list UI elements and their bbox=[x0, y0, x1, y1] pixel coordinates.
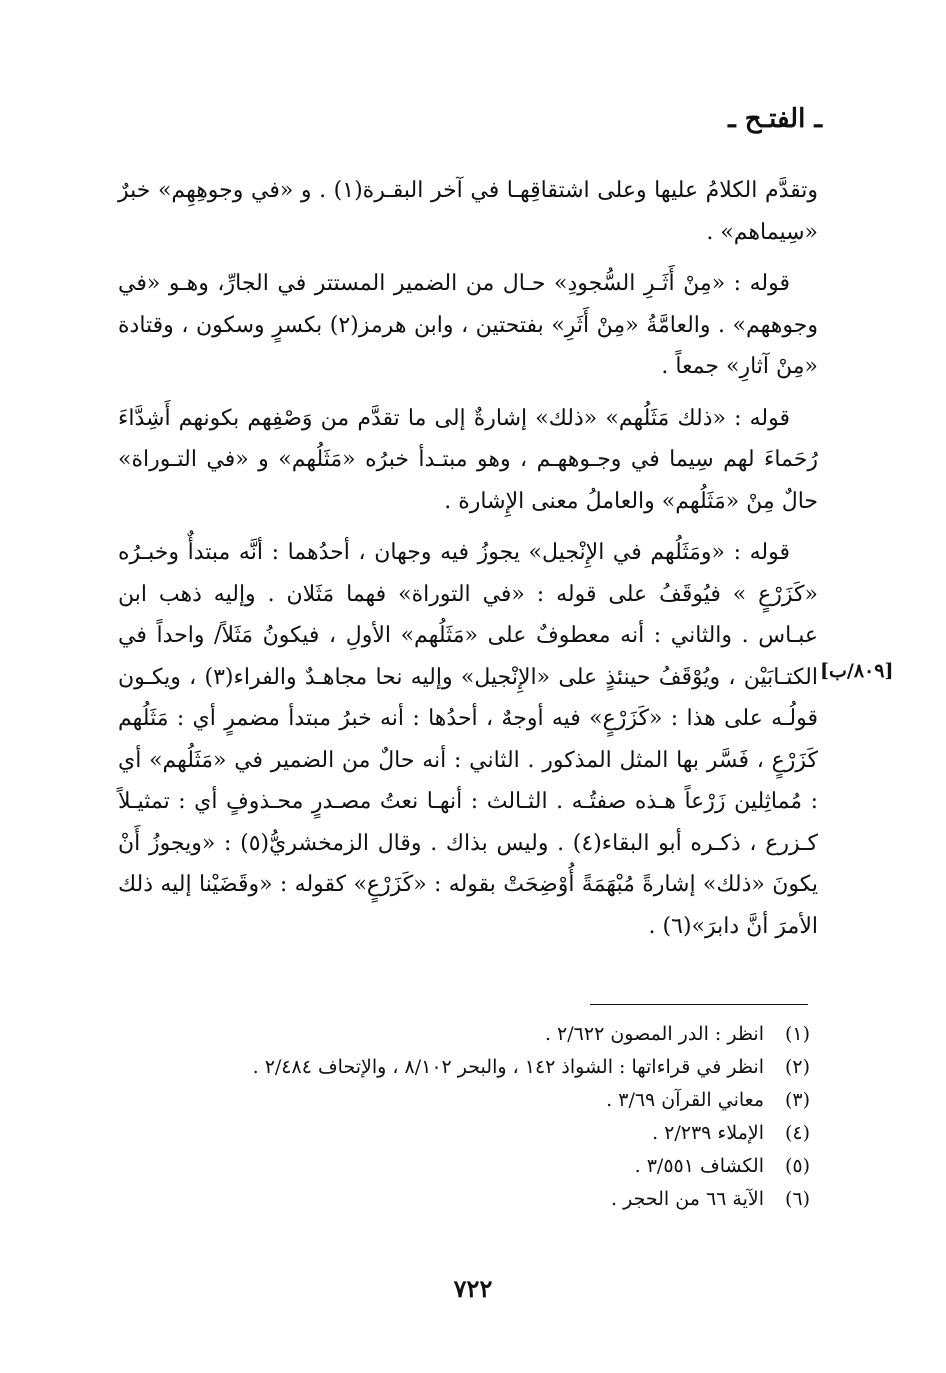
footnotes bbox=[170, 1018, 810, 1216]
footnote bbox=[170, 1117, 810, 1150]
page-number: ٧٢٢ bbox=[453, 1274, 493, 1303]
footnote-divider bbox=[590, 1004, 808, 1005]
footnote-text: الآية ٦٦ من الحجر . bbox=[611, 1188, 764, 1210]
manuscript-folio-marker: [٨٠٩/ب] bbox=[820, 660, 894, 682]
footnote-number: (٤) bbox=[784, 1122, 810, 1144]
footnote-text: انظر : الدر المصون ٢/٦٢٢ . bbox=[544, 1023, 764, 1045]
footnote bbox=[170, 1183, 810, 1216]
footnote bbox=[170, 1018, 810, 1051]
main-text bbox=[118, 170, 818, 957]
footnote-number: (١) bbox=[784, 1023, 810, 1045]
footnote-number: (٣) bbox=[784, 1089, 810, 1111]
footnote bbox=[170, 1051, 810, 1084]
footnote bbox=[170, 1150, 810, 1183]
footnote bbox=[170, 1084, 810, 1117]
paragraph: قوله : «ذلك مَثَلُهم» «ذلك» إشارةٌ إلى ما تقدَّم من وَصْفِهم بكونهم أَشِدَّاءَ رُحَماءَ لهم سِيما في وجـوههـم ، وهو مبتـدأ خبرُه «مَثَلُهم» و «في التـوراة» حالٌ مِنْ «مَثَلُهم» والعاملُ معنى الإِشارة . bbox=[118, 405, 818, 514]
footnote-number: (٥) bbox=[784, 1155, 810, 1177]
footnote-number: (٦) bbox=[784, 1188, 810, 1210]
paragraph: قوله : «ومَثَلُهم في الإِنْجيل» يجوزُ فيه وجهان ، أحدُهما : أنَّه مبتدأٌ وخبـرُه «كَزَرْعٍ » فيُوقَفُ على قوله : «في التوراة» فهما مَثَلان . وإليه ذهب ابن عبـاس . والثاني : أنه معطوفٌ على «مَثَلُهم» الأولِ ، فيكونُ مَثَلاً/ واحداً في الكتـابَيْن ، ويُوْقَفُ حينئذٍ على «الإِنْجيل» وإليه نحا مجاهـدٌ والفراء(٣) ، ويكـون قولُـه على هذا : «كَزَرْعٍ» فيه أوجهٌ ، أحدُها : أنه خبرُ مبتدأ مضمرٍ أي : مَثَلُهم كَزَرْعٍ ، فَسَّر بها المثل المذكور . الثاني : أنه حالٌ من الضمير في «مَثَلُهم» أي : مُماثِلين زَرْعاً هـذه صفتُـه . الثـالث : أنهـا نعتُ مصـدرٍ محـذوفٍ أي : تمثيـلاً كـزرع ، ذكـره أبو البقاء(٤) . وليس بذاك . وقال الزمخشريُّ(٥) : «ويجوزُ أَنْ يكونَ «ذلك» إشارةً مُبْهَمَةً أُوْضِحَتْ بقوله : «كَزَرْعٍ» كقوله : «وقَضَيْنا إليه ذلك الأمرَ أنَّ دابرَ»(٦) . bbox=[118, 540, 819, 939]
footnote-text: معاني القرآن ٣/٦٩ . bbox=[606, 1089, 764, 1111]
footnote-text: انظر في قراءاتها : الشواذ ١٤٢ ، والبحر ٨/١٠٢ ، والإتحاف ٢/٤٨٤ . bbox=[252, 1056, 764, 1078]
footnote-number: (٢) bbox=[784, 1056, 810, 1078]
footnote-text: الكشاف ٣/٥٥١ . bbox=[634, 1155, 764, 1177]
paragraph: قوله : «مِنْ أَثَـرِ السُّجودِ» حـال من الضمير المستتر في الجارِّ، وهـو «في وجوههم» . والعامَّةُ «مِنْ أَثَرِ» بفتحتين ، وابن هرمز(٢) بكسرٍ وسكون ، وقتادة «مِنْ آثارِ» جمعاً . bbox=[118, 271, 818, 379]
footnote-text: الإملاء ٢/٢٣٩ . bbox=[652, 1122, 764, 1144]
paragraph: وتقدَّم الكلامُ عليها وعلى اشتقاقِهـا في آخر البقـرة(١) . و «في وجوهِهِم» خبرٌ «سِيماهم» . bbox=[118, 178, 818, 245]
chapter-header: ـ الفتـح ـ bbox=[728, 104, 822, 134]
